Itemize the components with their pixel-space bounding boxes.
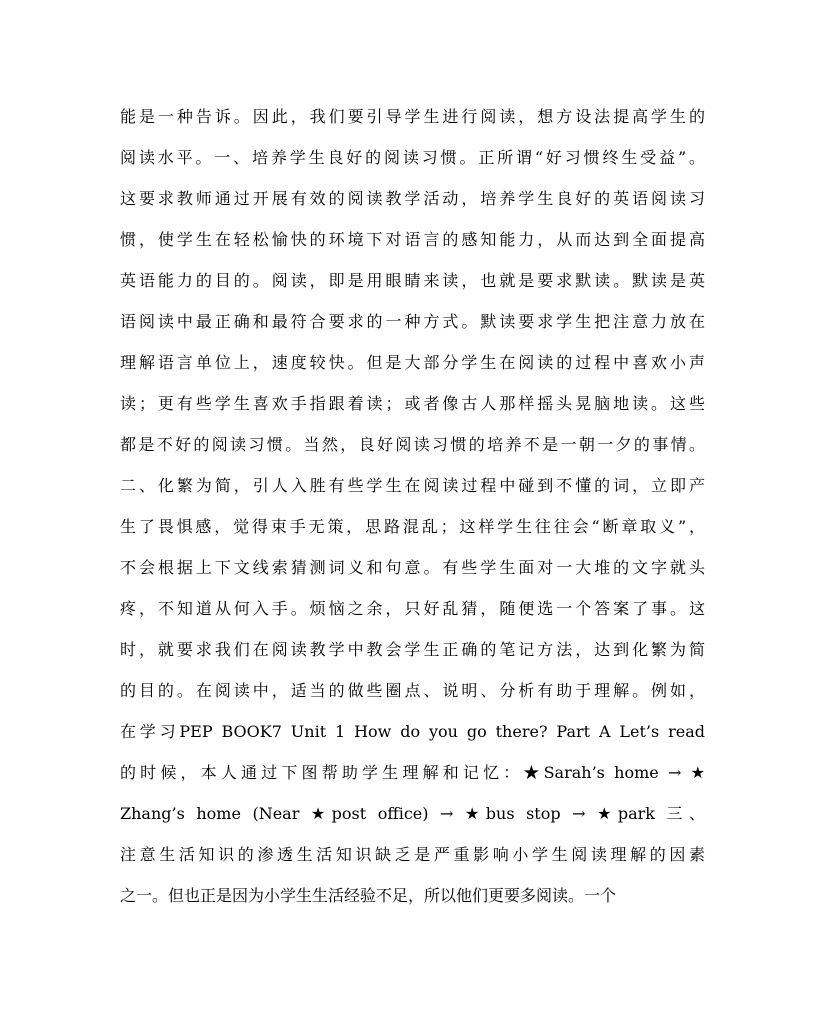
text-line: Zhang’s home (Near ★post office) → ★bus stop → ★park 三、 [120,804,705,823]
text-line: 英语能力的目的。阅读，即是用眼睛来读，也就是要求默读。默读是英 [120,271,705,290]
text-line: 注意生活知识的渗透生活知识缺乏是严重影响小学生阅读理解的因素 [120,845,705,864]
text-line: 的时候，本人通过下图帮助学生理解和记忆：★Sarah’s home → ★ [120,763,705,782]
text-line: 理解语言单位上，速度较快。但是大部分学生在阅读的过程中喜欢小声 [120,353,705,372]
text-line: 之一。但也正是因为小学生生活经验不足，所以他们更要多阅读。一个 [120,886,617,905]
text-line: 这要求教师通过开展有效的阅读教学活动，培养学生良好的英语阅读习 [120,189,705,208]
text-line: 语阅读中最正确和最符合要求的一种方式。默读要求学生把注意力放在 [120,312,705,331]
text-line: 读；更有些学生喜欢手指跟着读；或者像古人那样摇头晃脑地读。这些 [120,394,705,413]
text-line: 惯，使学生在轻松愉快的环境下对语言的感知能力，从而达到全面提高 [120,230,705,249]
text-line: 在学习PEP BOOK7 Unit 1 How do you go there? Part A Let’s read [120,722,705,741]
text-line: 疼，不知道从何入手。烦恼之余，只好乱猜，随便选一个答案了事。这 [120,599,705,618]
body-text [120,101,705,921]
text-line: 不会根据上下文线索猜测词义和句意。有些学生面对一大堆的文字就头 [120,558,705,577]
text-line: 都是不好的阅读习惯。当然，良好阅读习惯的培养不是一朝一夕的事情。 [120,435,705,454]
text-line: 能是一种告诉。因此，我们要引导学生进行阅读，想方设法提高学生的 [120,107,705,126]
text-line: 的目的。在阅读中，适当的做些圈点、说明、分析有助于理解。例如， [120,681,705,700]
text-line: 时，就要求我们在阅读教学中教会学生正确的笔记方法，达到化繁为简 [120,640,705,659]
text-line: 生了畏惧感，觉得束手无策，思路混乱；这样学生往往会“断章取义”， [120,517,705,536]
text-line: 阅读水平。一、培养学生良好的阅读习惯。正所谓“好习惯终生受益”。 [120,148,705,167]
text-line: 二、化繁为简，引人入胜有些学生在阅读过程中碰到不懂的词，立即产 [120,476,705,495]
